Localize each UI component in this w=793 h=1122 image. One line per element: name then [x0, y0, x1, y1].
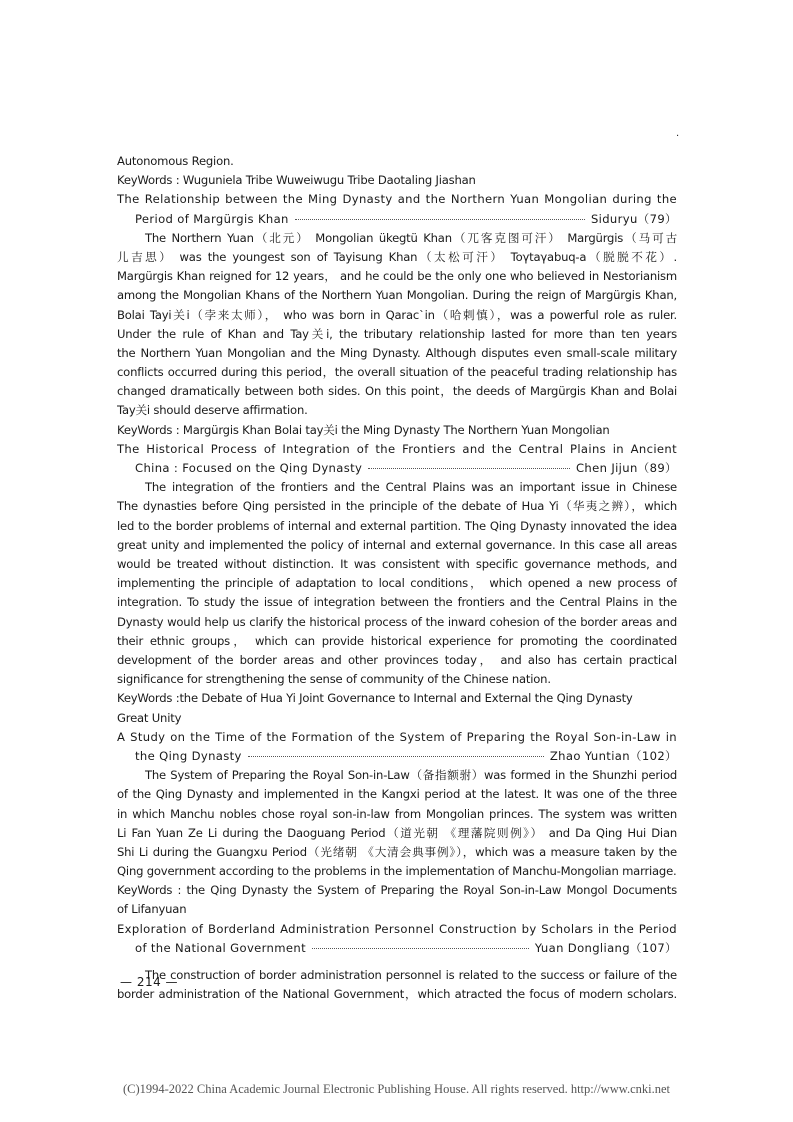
abstract-line: Margürgis Khan reigned for 12 years， and he could be the only one who believed in Nestorianism	[117, 269, 677, 284]
article-title-line	[117, 747, 677, 766]
abstract-line: Dynasty would help us clarify the historical process of the inward cohesion of the border areas and	[117, 614, 677, 629]
article-author: Yuan Dongliang（107）	[534, 940, 677, 955]
abstract-line: changed dramatically between both sides. On this point，the deeds of Margürgis Khan and Bolai	[117, 384, 677, 399]
abstract-line: led to the border problems of internal and external partition. The Qing Dynasty innovated the idea	[117, 518, 677, 533]
text-line: Qing government according to the problems in the implementation of Manchu-Mongolian marriage.	[117, 864, 677, 879]
article-title-line: Exploration of Borderland Administration Personnel Construction by Scholars in the Period	[117, 921, 677, 936]
text-line: of Lifanyuan	[117, 902, 187, 917]
article-title-line	[117, 459, 677, 478]
article-title-line: The Historical Process of Integration of the Frontiers and the Central Plains in Ancient	[117, 441, 677, 456]
abstract-line: conflicts occurred during this period，the overall situation of the peaceful trading relationship has	[117, 365, 677, 380]
spacer	[117, 958, 677, 966]
abstract-line: KeyWords : the Qing Dynasty the System of Preparing the Royal Son-in-Law Mongol Documents	[117, 883, 677, 898]
abstract-line: 儿吉思） was the youngest son of Tayisung Khan（太松可汗） Toγtaγabuq-a（脱脱不花）.	[117, 249, 677, 264]
abstract-line: development of the border areas and other provinces today， and also has certain practical	[117, 652, 677, 667]
article-title-text: China : Focused on the Qing Dynasty	[135, 461, 363, 476]
text-line: Great Unity	[117, 710, 182, 725]
abstract-line: the Northern Yuan Mongolian and the Ming Dynasty. Although disputes even small-scale military	[117, 345, 677, 360]
abstract-line: integration. To study the issue of integration between the frontiers and the Central Plains in the	[117, 595, 677, 610]
abstract-line: Shi Li during the Guangxu Period（光绪朝 《大清会典事例》），which was a measure taken by the	[117, 844, 677, 859]
text-line: KeyWords : Margürgis Khan Bolai tay关i the Ming Dynasty The Northern Yuan Mongolian	[117, 422, 610, 437]
article-title-line	[117, 939, 677, 958]
abstract-text-block	[117, 152, 677, 1004]
article-author: Zhao Yuntian（102）	[549, 748, 677, 763]
abstract-line: great unity and implemented the policy of internal and external governance. In this case all areas	[117, 537, 677, 552]
dot-leader	[248, 755, 544, 757]
article-title-line: The Relationship between the Ming Dynasty and the Northern Yuan Mongolian during the	[117, 192, 677, 207]
text-line: significance for strengthening the sense of community of the Chinese nation.	[117, 672, 551, 687]
abstract-line: would be treated without distinction. It was consistent with specific governance methods, and	[117, 557, 677, 572]
article-title-text: the Qing Dynasty	[135, 748, 242, 763]
article-title-text: Period of Margürgis Khan	[135, 211, 289, 226]
abstract-line: The construction of border administration personnel is related to the success or failure of the	[145, 968, 677, 983]
page-number: — 214 —	[120, 975, 179, 989]
article-title-line: A Study on the Time of the Formation of the System of Preparing the Royal Son-in-Law in	[117, 729, 677, 744]
text-line: Tay关i should deserve affirmation.	[117, 403, 308, 418]
corner-mark: .	[676, 128, 680, 139]
abstract-line: implementing the principle of adaptation to local conditions， which opened a new process of	[117, 576, 677, 591]
text-line: KeyWords :the Debate of Hua Yi Joint Governance to Internal and External the Qing Dynasty	[117, 691, 633, 706]
abstract-line: Li Fan Yuan Ze Li during the Daoguang Period（道光朝 《理藩院则例》） and Da Qing Hui Dian	[117, 825, 677, 840]
abstract-line: The System of Preparing the Royal Son-in-Law（备指额驸）was formed in the Shunzhi period	[145, 768, 677, 783]
dot-leader	[295, 218, 585, 220]
abstract-line: of the Qing Dynasty and implemented in the Kangxi period at the latest. It was one of the three	[117, 787, 677, 802]
article-title-text: of the National Government	[135, 940, 306, 955]
text-line: KeyWords : Wuguniela Tribe Wuweiwugu Tribe Daotaling Jiashan	[117, 173, 476, 188]
abstract-line: among the Mongolian Khans of the Northern Yuan Mongolian. During the reign of Margürgis Khan,	[117, 288, 677, 303]
abstract-line: The integration of the frontiers and the Central Plains was an important issue in Chinese	[145, 480, 677, 495]
article-author: Chen Jijun（89）	[575, 461, 677, 476]
abstract-line: Bolai Tayi关i（孛来太师）， who was born in Qarac`in（哈剌慎），was a powerful role as ruler.	[117, 307, 677, 322]
article-author: Siduryu（79）	[590, 211, 677, 226]
dot-leader	[312, 947, 529, 949]
abstract-line: The dynasties before Qing persisted in the principle of the debate of Hua Yi（华夷之辨），which	[117, 499, 677, 514]
copyright-footer: (C)1994-2022 China Academic Journal Electronic Publishing House. All rights reserved. http://www.cnki.net	[122, 1082, 670, 1096]
abstract-line: Under the rule of Khan and Tay关i, the tributary relationship lasted for more than ten years	[117, 326, 677, 341]
abstract-line: in which Manchu nobles chose royal son-in-law from Mongolian princes. The system was written	[117, 806, 677, 821]
abstract-line: border administration of the National Government，which atracted the focus of modern scholars.	[117, 987, 677, 1002]
text-line: Autonomous Region.	[117, 154, 234, 168]
abstract-line: their ethnic groups， which can provide historical experience for promoting the coordinated	[117, 633, 677, 648]
dot-leader	[368, 467, 570, 469]
abstract-line: The Northern Yuan（北元） Mongolian ükegtü Khan（兀客克图可汗） Margürgis（马可古	[145, 230, 677, 245]
article-title-line	[117, 210, 677, 229]
